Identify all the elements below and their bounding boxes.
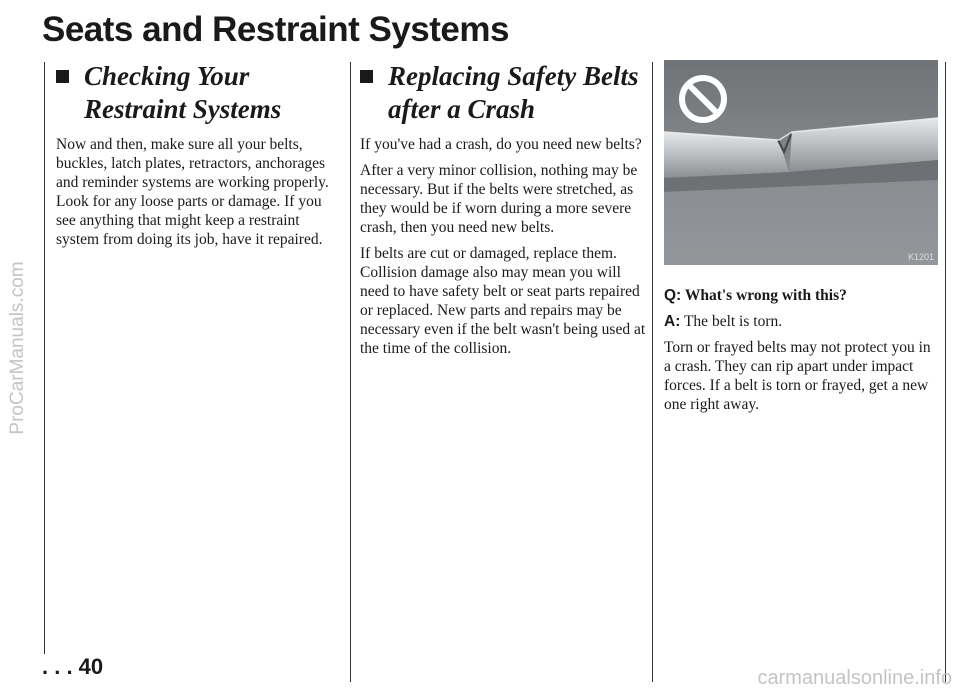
heading-line: after a Crash <box>388 94 536 124</box>
question <box>664 286 940 305</box>
column-rule-1 <box>44 62 45 654</box>
body-paragraph: If belts are cut or damaged, replace them. Collision damage also may mean you will need to have safety belt or seat parts repaired or replaced. New parts and repairs may be necessary even if the belt wasn't being used at the time of the collision. <box>360 245 646 357</box>
page-title: Seats and Restraint Systems <box>42 10 509 49</box>
prohibited-icon <box>678 74 728 124</box>
question-text: What's wrong with this? <box>684 287 847 304</box>
body-paragraph: If you've had a crash, do you need new belts? <box>360 136 642 153</box>
section-heading-replacing <box>360 60 646 126</box>
column-rule-2 <box>350 62 351 682</box>
square-bullet-icon <box>360 70 373 83</box>
square-bullet-icon <box>56 70 69 83</box>
column-checking <box>56 60 342 256</box>
page-number: . . . 40 <box>42 654 104 679</box>
answer-text: The belt is torn. <box>683 313 783 330</box>
figure-code: K1201 <box>907 252 934 262</box>
watermark-bottom: carmanualsonline.info <box>757 667 952 689</box>
heading-line: Restraint Systems <box>84 94 282 124</box>
heading-line: Replacing Safety Belts <box>388 61 639 91</box>
body-paragraph: After a very minor collision, nothing may be necessary. But if the belts were stretched, as they would be if worn during a more severe crash, then you need new belts. <box>360 162 638 236</box>
body-paragraph: Torn or frayed belts may not protect you in a crash. They can rip apart under impact forces. If a belt is torn or frayed, get a new one right away. <box>664 339 931 413</box>
heading-line: Checking Your <box>84 61 250 91</box>
watermark-side: ProCarManuals.com <box>7 261 28 435</box>
question-label: Q: <box>664 287 682 304</box>
section-heading-checking <box>56 60 342 126</box>
column-replacing <box>360 60 646 365</box>
column-qa <box>664 286 940 421</box>
torn-belt-photo <box>664 60 938 265</box>
body-paragraph: Now and then, make sure all your belts, buckles, latch plates, retractors, anchorages and reminder systems are working properly. Look for any loose parts or damage. If you see anything that might keep a restraint system from doing its job, have it repaired. <box>56 136 329 248</box>
column-rule-4 <box>945 62 946 682</box>
answer-label: A: <box>664 313 681 330</box>
answer <box>664 312 940 331</box>
column-rule-3 <box>652 62 653 682</box>
